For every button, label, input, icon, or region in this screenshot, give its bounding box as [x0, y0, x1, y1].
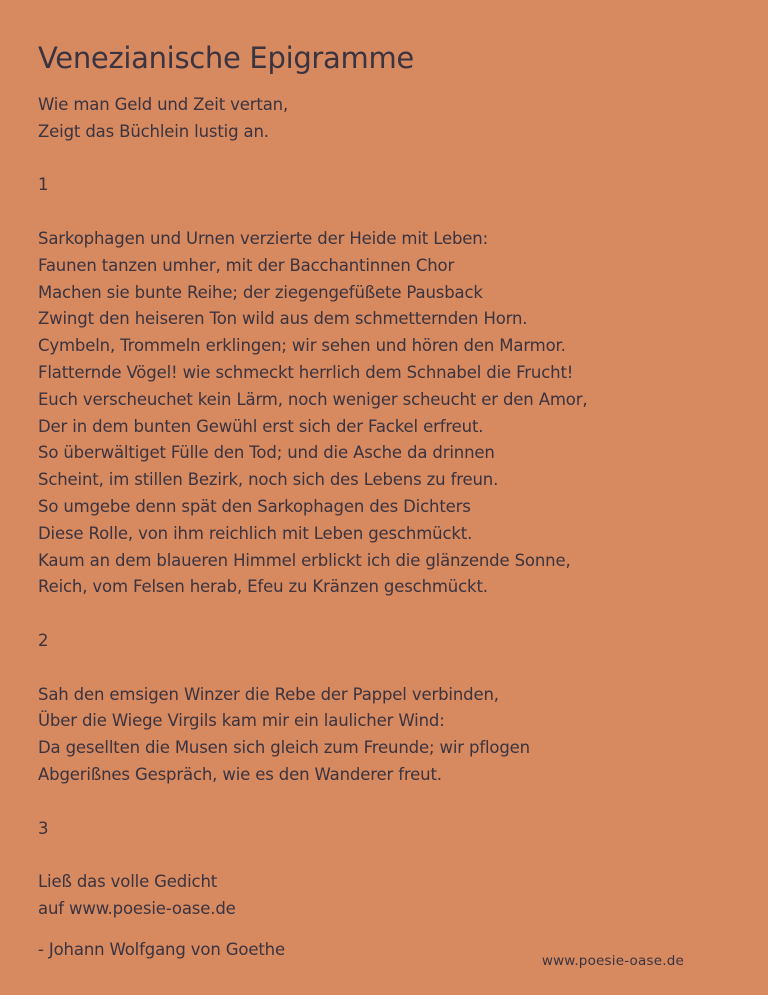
verse-line: So überwältiget Fülle den Tod; und die Asche da drinnen — [38, 443, 495, 463]
verse-line: Über die Wiege Virgils kam mir ein laulicher Wind: — [38, 711, 445, 731]
footer-url: www.poesie-oase.de — [541, 953, 684, 969]
author: - Johann Wolfgang von Goethe — [38, 939, 285, 959]
section-1-lines — [38, 226, 728, 601]
section-number: 3 — [38, 818, 49, 838]
verse-line: Flatternde Vögel! wie schmeckt herrlich dem Schnabel die Frucht! — [38, 362, 574, 382]
verse-line: Der in dem bunten Gewühl erst sich der Fackel erfreut. — [38, 416, 484, 436]
verse-line: Sarkophagen und Urnen verzierte der Heide mit Leben: — [38, 228, 488, 248]
intro-line: Wie man Geld und Zeit vertan, — [38, 95, 289, 114]
section-number: 2 — [38, 630, 49, 650]
poem-title: Venezianische Epigramme — [38, 41, 414, 75]
verse-line: Cymbeln, Trommeln erklingen; wir sehen und hören den Marmor. — [38, 336, 566, 356]
section-3-lines — [38, 869, 728, 923]
verse-line: Abgerißnes Gespräch, wie es den Wanderer freut. — [38, 764, 442, 784]
verse-line: Kaum an dem blaueren Himmel erblickt ich die glänzende Sonne, — [38, 550, 571, 570]
poem-page — [38, 38, 728, 964]
section-number: 1 — [38, 175, 49, 195]
verse-line: Da gesellten die Musen sich gleich zum Freunde; wir pflogen — [38, 738, 530, 758]
verse-line: So umgebe denn spät den Sarkophagen des Dichters — [38, 496, 471, 516]
section-2-lines — [38, 682, 728, 789]
verse-line: Sah den emsigen Winzer die Rebe der Pappel verbinden, — [38, 684, 499, 704]
verse-line: Euch verscheuchet kein Lärm, noch weniger scheucht er den Amor, — [38, 389, 588, 409]
verse-line: Diese Rolle, von ihm reichlich mit Leben geschmückt. — [38, 523, 473, 543]
verse-line: auf www.poesie-oase.de — [38, 898, 236, 918]
intro-line: Zeigt das Büchlein lustig an. — [38, 121, 269, 141]
verse-line: Ließ das volle Gedicht — [38, 872, 218, 892]
verse-line: Machen sie bunte Reihe; der ziegengefüßete Pausback — [38, 282, 483, 302]
verse-line: Scheint, im stillen Bezirk, noch sich des Lebens zu freun. — [38, 470, 499, 490]
verse-line: Zwingt den heiseren Ton wild aus dem schmetternden Horn. — [38, 309, 528, 329]
verse-line: Faunen tanzen umher, mit der Bacchantinnen Chor — [38, 255, 455, 275]
intro — [38, 92, 728, 146]
verse-line: Reich, vom Felsen herab, Efeu zu Kränzen geschmückt. — [38, 577, 488, 597]
